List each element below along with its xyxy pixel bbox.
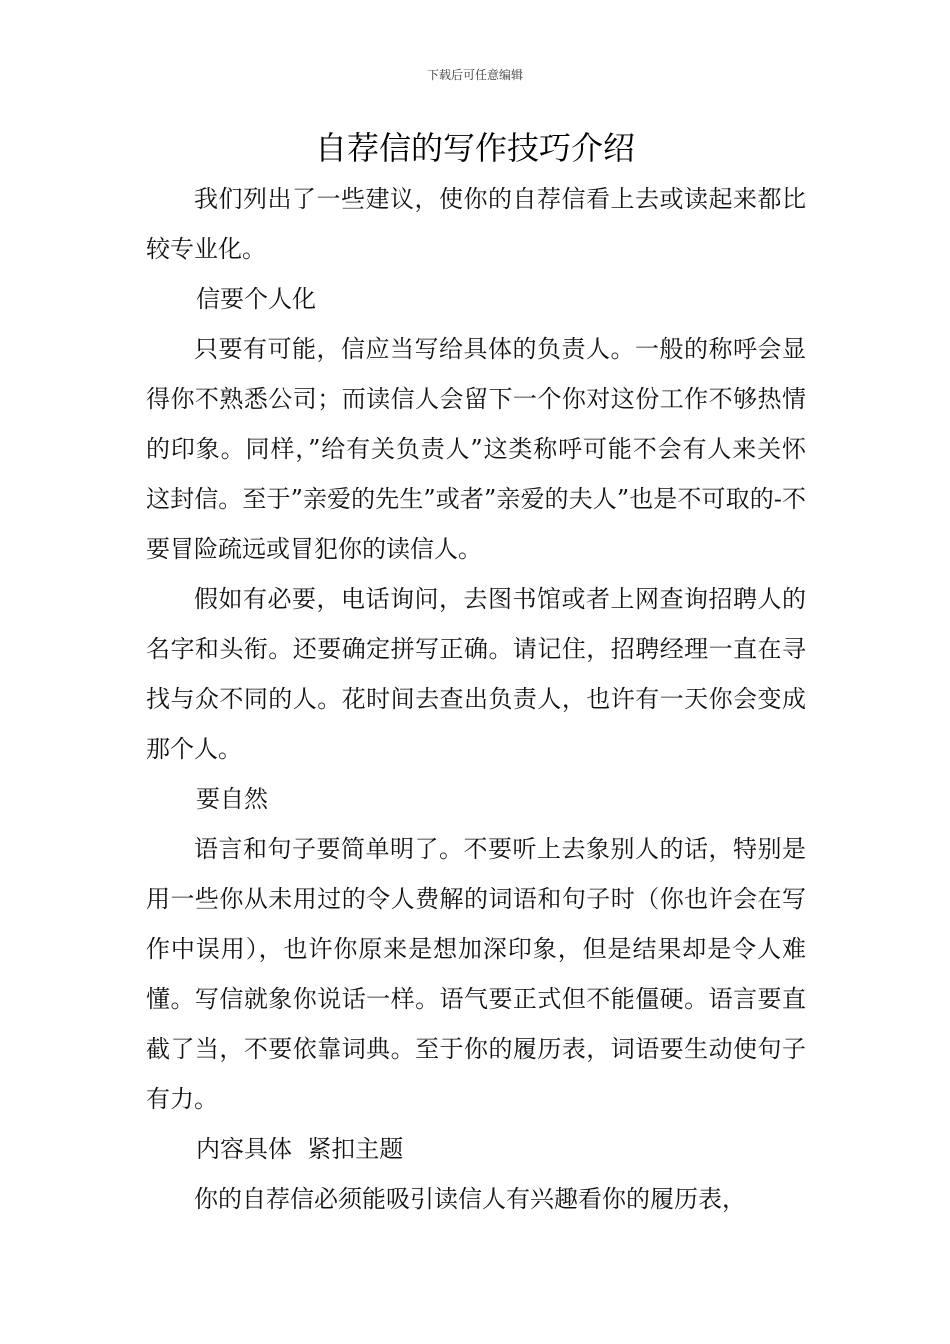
paragraph-attract: 你的自荐信必须能吸引读信人有兴趣看你的履历表， — [194, 1185, 746, 1213]
paragraph-research: 假如有必要，电话询问，去图书馆或者上网查询招聘人的名字和头衔。还要确定拼写正确。请记住，招聘经理一直在寻找与众不同的人。花时间去查出负责人，也许有一天你会变成那个人。 — [146, 585, 806, 763]
document-title: 自荐信的写作技巧介绍 — [314, 129, 635, 167]
paragraph-language: 语言和句子要简单明了。不要听上去象别人的话，特别是用一些你从未用过的令人费解的词语和句子时（你也许会在写作中误用），也许你原来是想加深印象，但是结果却是令人难懂。写信就象你说话一样。语气要正式但不能僵硬。语言要直截了当，不要依靠词典。至于你的履历表，词语要生动使句子有力。 — [146, 835, 806, 1113]
paragraph-intro: 我们列出了一些建议，使你的自荐信看上去或读起来都比较专业化。 — [146, 185, 806, 263]
document-body — [146, 174, 806, 1224]
header-note: 下载后可任意编辑 — [426, 68, 523, 82]
paragraph-recipient: 只要有可能，信应当写给具体的负责人。一般的称呼会显得你不熟悉公司；而读信人会留下一个你对这份工作不够热情的印象。同样，”给有关负责人”这类称呼可能不会有人来关怀这封信。至于”亲爱的先生”或者”亲爱的夫人”也是不可取的-不要冒险疏远或冒犯你的读信人。 — [146, 335, 806, 563]
section-heading-natural: 要自然 — [196, 785, 268, 813]
section-heading-personalize: 信要个人化 — [196, 285, 316, 313]
section-heading-specific: 内容具体 紧扣主题 — [196, 1135, 404, 1163]
